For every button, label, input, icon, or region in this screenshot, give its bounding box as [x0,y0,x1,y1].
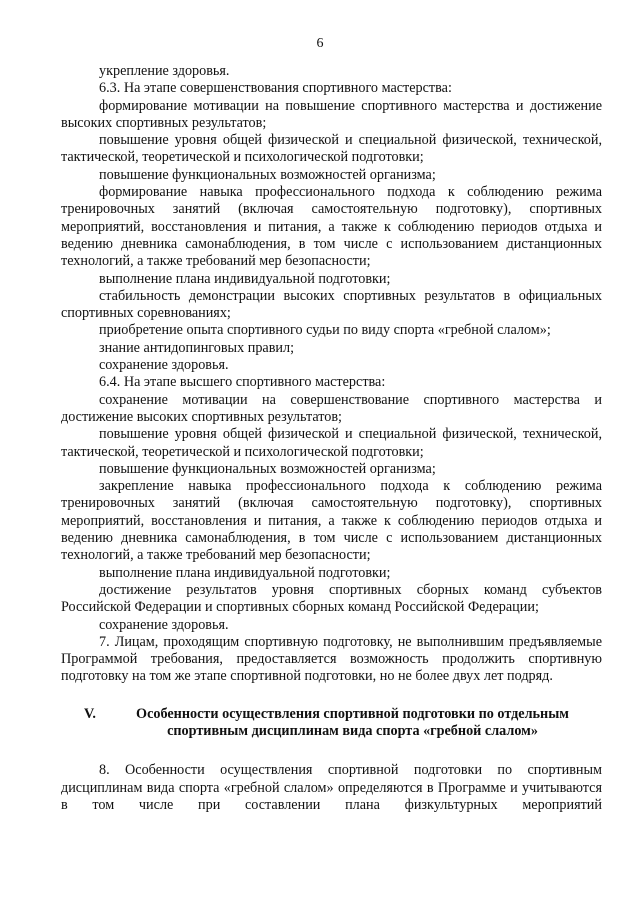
section-number: V. [84,705,96,722]
subsection-heading-6-4: 6.4. На этапе высшего спортивного мастерства: [99,374,386,391]
list-item: повышение уровня общей физической и специальной физической, технической, тактической, теоретической и психологической подготовки; [61,426,602,460]
list-item: повышение уровня общей физической и специальной физической, технической, тактической, теоретической и психологической подготовки; [61,132,602,166]
list-item: повышение функциональных возможностей организма; [99,166,436,183]
list-item: выполнение плана индивидуальной подготовки; [99,270,391,287]
list-item: повышение функциональных возможностей организма; [99,460,436,477]
list-item: достижение результатов уровня спортивных сборных команд субъектов Российской Федерации и спортивных сборных команд Российской Федерации; [61,581,602,616]
list-item: закрепление навыка профессионального подхода к соблюдению режима тренировочных занятий (включая самостоятельную подготовку), спортивных мероприятий, восстановления и питания, а также к соблюдению периодов отдыха и ведению дневника самонаблюдения, в том числе с использованием дистанционных технологий, а также требований мер безопасности; [61,478,602,564]
list-item: формирование мотивации на повышение спортивного мастерства и достижение высоких спортивных результатов; [61,97,602,131]
subsection-heading-6-3: 6.3. На этапе совершенствования спортивного мастерства: [99,80,452,97]
list-item: стабильность демонстрации высоких спортивных результатов в официальных спортивных соревнованиях; [61,287,602,322]
document-body [61,63,602,814]
list-item: сохранение здоровья. [99,357,229,374]
section-title: Особенности осуществления спортивной подготовки по отдельным спортивным дисциплинам вида спорта «гребной слалом» [136,705,569,739]
paragraph: укрепление здоровья. [99,63,230,79]
list-item: сохранение мотивации на совершенствование спортивного мастерства и достижение высоких спортивных результатов; [61,391,602,425]
list-item: сохранение здоровья. [99,616,229,633]
list-item: приобретение опыта спортивного судьи по виду спорта «гребной слалом»; [99,322,551,339]
list-item: формирование навыка профессионального подхода к соблюдению режима тренировочных занятий (включая самостоятельную подготовку), спортивных мероприятий, восстановления и питания, а также к соблюдению периодов отдыха и ведению дневника самонаблюдения, в том числе с использованием дистанционных технологий, а также требований мер безопасности; [61,184,602,270]
list-item: знание антидопинговых правил; [99,339,295,356]
section-heading [61,706,602,741]
list-item: выполнение плана индивидуальной подготовки; [99,564,391,581]
page-number: 6 [316,36,324,51]
paragraph-7: 7. Лицам, проходящим спортивную подготовку, не выполнившим предъявляемые Программой требования, предоставляется возможность продолжить спортивную подготовку на том же этапе спортивной подготовки, но не более двух лет подряд. [61,633,602,685]
spacer [61,740,602,762]
paragraph-8: 8. Особенности осуществления спортивной подготовки по спортивным дисциплинам вида спорта «гребной слалом» определяются в Программе и учитываются в том числе при составлении плана физкультурных мероприятий [61,762,602,813]
